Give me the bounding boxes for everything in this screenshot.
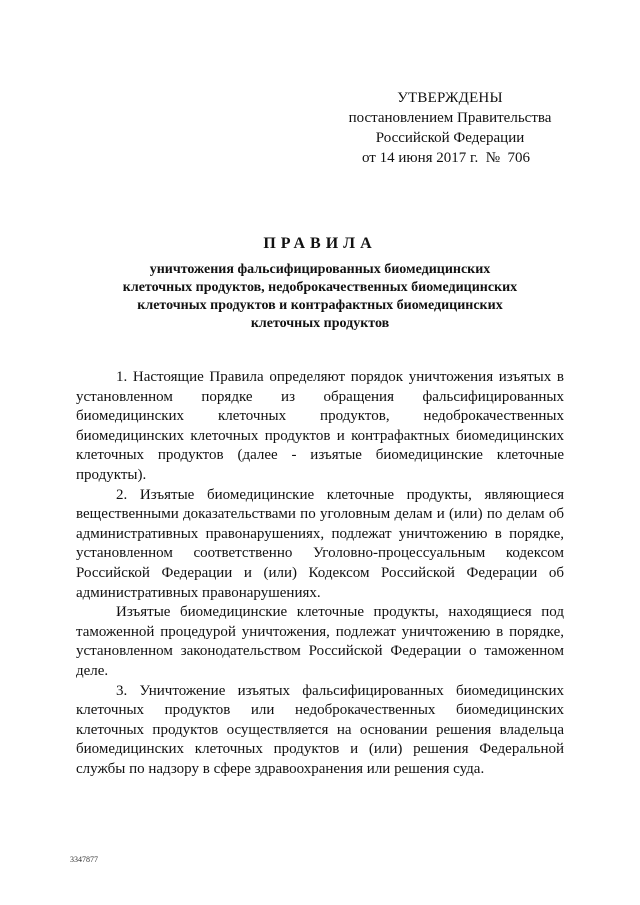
paragraph-3: 3. Уничтожение изъятых фальсифицированных биомедицинских клеточных продуктов или недоброкачественных биомедицинских клеточных продуктов осуществляется на основании решения владельца биомедицинских клеточных продуктов и (или) решения Федеральной службы по надзору в сфере здравоохранения или решения суда. (76, 682, 564, 777)
subtitle-line: клеточных продуктов (250, 316, 390, 331)
paragraph-2-continued: Изъятые биомедицинские клеточные продукты, находящиеся под таможенной процедурой уничтожения, подлежат уничтожению в порядке, установленном законодательством Российской Федерации о таможенном деле. (76, 604, 564, 679)
paragraph-1: 1. Настоящие Правила определяют порядок уничтожения изъятых в установленном порядке из обращения фальсифицированных биомедицинских клеточных продуктов, недоброкачественных биомедицинских клеточных продуктов и контрафактных биомедицинских клеточных продуктов (далее - изъятые биомедицинские клеточные продукты). (76, 369, 564, 483)
document-body (76, 368, 564, 779)
document-subtitle (90, 261, 550, 333)
approval-heading: УТВЕРЖДЕНЫ (397, 90, 503, 106)
document-title: ПРАВИЛА (263, 235, 377, 252)
document-code: 3347877 (70, 855, 98, 864)
approval-line-1: постановлением Правительства (348, 110, 552, 126)
paragraph-2: 2. Изъятые биомедицинские клеточные продукты, являющиеся вещественными доказательствами по уголовным делам и (или) по делам об административных правонарушениях, подлежат уничтожению в порядке, установленном соответственно Уголовно-процессуальным кодексом Российской Федерации и (или) Кодексом Российской Федерации об административных правонарушениях. (76, 486, 564, 601)
approval-line-2: Российской Федерации (375, 130, 525, 146)
document-title-block (90, 233, 550, 333)
approval-date: от 14 июня 2017 г. № 706 (362, 150, 531, 166)
subtitle-line: клеточных продуктов, недоброкачественных биомедицинских (122, 280, 518, 295)
subtitle-line: клеточных продуктов и контрафактных биомедицинских (137, 298, 503, 313)
approval-block (330, 88, 570, 148)
subtitle-line: уничтожения фальсифицированных биомедицинских (149, 262, 491, 277)
